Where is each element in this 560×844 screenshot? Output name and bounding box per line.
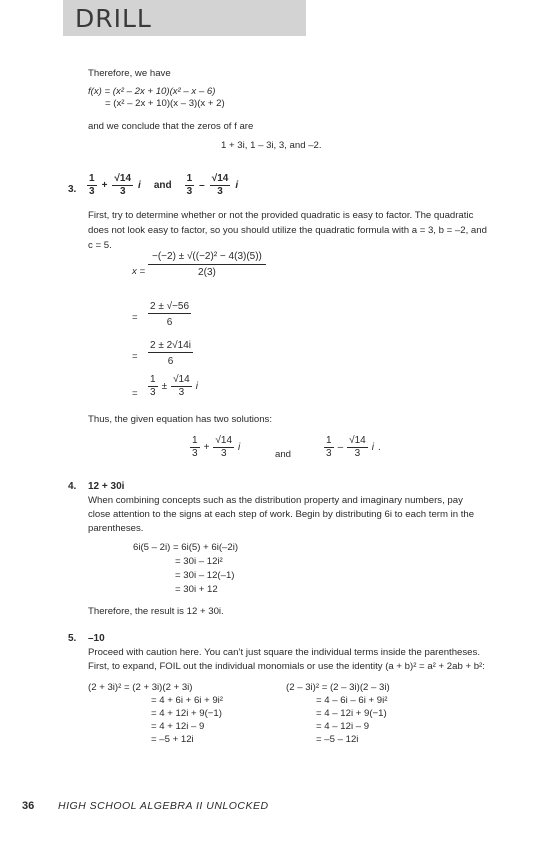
q5-p2: First, to expand, FOIL out the individual monomials or use the identity (a + b)² = a² + 2ab + b²:	[88, 661, 485, 672]
q3-step3-den: 6	[167, 356, 174, 367]
q3-p3: c = 5.	[88, 240, 112, 251]
q3-p1: First, try to determine whether or not the provided quadratic is easy to factor. The quadratic	[88, 210, 474, 221]
q3-frac-b: $\frac{√14}{3}$	[114, 173, 132, 197]
intro-therefore: Therefore, we have	[88, 68, 171, 79]
q5-right-2: = 4 – 6i – 6i + 9i²	[316, 695, 388, 706]
q3-solutions-and: and	[275, 449, 292, 460]
q5-right-4: = 4 – 12i – 9	[316, 721, 370, 732]
q3-answer	[87, 174, 238, 197]
q4-title: 12 + 30i	[88, 481, 125, 492]
q5-p1: Proceed with caution here. You can’t just square the individual terms inside the parentheses.	[88, 647, 480, 658]
q3-p2: does not look easy to factor, so you should utilize the quadratic formula with a = 3, b = –2, and	[88, 225, 487, 236]
q5-number: 5.	[68, 633, 77, 644]
q5-right-5: = –5 – 12i	[316, 734, 359, 745]
q5-left-2: = 4 + 6i + 6i + 9i²	[151, 695, 223, 706]
q4-p1: When combining concepts such as the distribution property and imaginary numbers, pay	[88, 495, 463, 506]
q3-frac-a: $\frac{1}{3}$	[89, 173, 95, 197]
q3-solution-2: $\frac{1}{3}$ – $\frac{√14}{3}$ i .	[326, 435, 381, 459]
q3-i-b: i	[235, 180, 239, 191]
q3-minus: –	[199, 180, 205, 191]
q3-solution-1: $\frac{1}{3}$ + $\frac{√14}{3}$ i	[192, 435, 241, 459]
q4-line3: = 30i – 12(–1)	[175, 570, 235, 581]
q4-number: 4.	[68, 481, 77, 492]
intro-zeros: 1 + 3i, 1 – 3i, 3, and –2.	[221, 140, 322, 151]
q4-p3: parentheses.	[88, 523, 144, 534]
q4-result: Therefore, the result is 12 + 30i.	[88, 606, 224, 617]
q3-eq-4: =	[132, 388, 138, 399]
q3-step2-num: 2 ± √−56	[150, 301, 190, 312]
q5-right-3: = 4 – 12i + 9(−1)	[316, 708, 387, 719]
q3-formula	[148, 252, 266, 278]
q5-left-3: = 4 + 12i + 9(−1)	[151, 708, 222, 719]
intro-conclude: and we conclude that the zeros of f are	[88, 121, 254, 132]
q3-formula-numerator: −(−2) ± √((−2)² − 4(3)(5))	[148, 252, 266, 265]
q4-line1: 6i(5 – 2i) = 6i(5) + 6i(–2i)	[133, 542, 239, 553]
q3-thus: Thus, the given equation has two solutions:	[88, 414, 272, 425]
intro-f-line1: f(x) = (x² – 2x + 10)(x² – x – 6)	[88, 86, 216, 97]
q5-title: –10	[88, 633, 105, 644]
q4-line2: = 30i – 12i²	[175, 556, 223, 567]
drill-title: DRILL	[75, 4, 152, 33]
q3-step2	[148, 302, 191, 328]
q4-line4: = 30i + 12	[175, 584, 218, 595]
q4-p2: close attention to the signs at each step of work. Begin by distributing 6i to each term in the	[88, 509, 475, 520]
drill-header-tab	[63, 0, 306, 36]
q3-plus: +	[101, 180, 108, 191]
q5-right-1: (2 – 3i)² = (2 – 3i)(2 – 3i)	[286, 682, 390, 693]
q3-step3-num: 2 ± 2√14i	[150, 340, 192, 351]
q3-step2-den: 6	[166, 317, 173, 328]
q5-left-5: = –5 + 12i	[151, 734, 194, 745]
q5-left-1: (2 + 3i)² = (2 + 3i)(2 + 3i)	[88, 682, 193, 693]
q3-and: and	[153, 180, 172, 191]
q3-number: 3.	[68, 184, 77, 195]
q3-eq-2: =	[132, 312, 138, 323]
intro-f-line2: = (x² – 2x + 10)(x – 3)(x + 2)	[105, 98, 225, 109]
q3-frac-d: $\frac{√14}{3}$	[211, 173, 229, 197]
q3-eq-3: =	[132, 351, 138, 362]
q3-frac-c: $\frac{1}{3}$	[186, 173, 193, 197]
q3-i-a: i	[138, 180, 141, 191]
page-number: 36	[22, 800, 35, 812]
q3-x-eq: x =	[132, 266, 146, 277]
q5-left-4: = 4 + 12i – 9	[151, 721, 205, 732]
q3-step3	[148, 341, 193, 367]
book-title: HIGH SCHOOL ALGEBRA II UNLOCKED	[58, 800, 269, 812]
q3-step4: $\frac{1}{3}$ ± $\frac{√14}{3}$ i	[150, 374, 198, 398]
q3-formula-denominator: 2(3)	[198, 267, 216, 278]
